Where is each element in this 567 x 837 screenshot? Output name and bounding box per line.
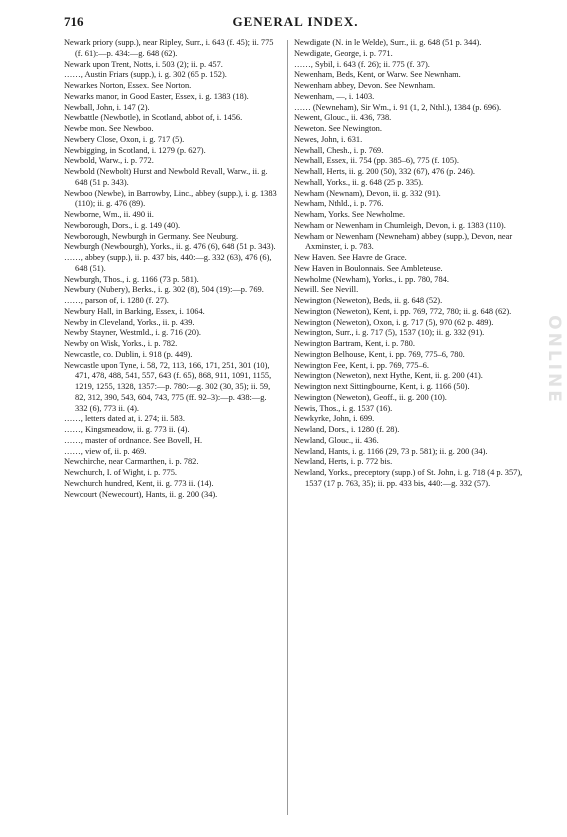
index-entry: Newarkes Norton, Essex. See Norton. (64, 81, 192, 90)
index-entry: Newhall, Herts, ii. g. 200 (50), 332 (67), 476 (p. 246). (294, 167, 475, 176)
index-entry: Newbold, Warw., i. p. 772. (64, 156, 154, 166)
index-entry: Newdigate (N. in le Welde), Surr., ii. g. 648 (51 p. 344). (294, 38, 482, 47)
index-entry: Newland, Dors., i. 1280 (f. 28). (294, 425, 400, 434)
index-entry: Newholme (Newham), Yorks., i. pp. 780, 784. (294, 274, 449, 284)
index-entry: Newhall, Essex, ii. 754 (pp. 385–6), 775 (f. 105). (294, 156, 459, 166)
index-entry: Newby on Wisk, Yorks., i. p. 782. (64, 339, 178, 348)
index-column-right (294, 38, 530, 490)
index-entry: Newbigging, in Scotland, i. 1279 (p. 627). (64, 145, 206, 155)
index-entry: Newington Bartram, Kent, i. p. 780. (294, 339, 415, 348)
index-entry: Newbery Close, Oxon, i. g. 717 (5). (64, 134, 185, 144)
index-entry: ……, master of ordnance. See Bovell, H. (64, 435, 203, 445)
index-entry: Newborne, Wm., ii. 490 ii. (64, 210, 154, 219)
index-entry: Newburgh (Newbourgh), Yorks., ii. g. 476 (6), 648 (51 p. 343). (64, 242, 276, 252)
index-entry: Newbury Hall, in Barking, Essex, i. 1064. (64, 306, 205, 316)
index-entry: Newburgh, Thos., i. g. 1166 (73 p. 581). (64, 274, 199, 284)
page-title: GENERAL INDEX. (232, 14, 359, 29)
index-entry: ……, Sybil, i. 643 (f. 26); ii. 775 (f. 37). (294, 59, 430, 69)
index-entry: Newbattle (Newbotle), in Scotland, abbot of, i. 1456. (64, 113, 243, 123)
index-entry: …… (Newneham), Sir Wm., i. 91 (1, 2, Nthl.), 1384 (p. 696). (294, 102, 502, 112)
index-entry: Newington (Neweton), Beds, ii. g. 648 (52). (294, 296, 443, 305)
index-entry: Newham or Newenham (Newneham) abbey (supp.), Devon, near Axminster, i. p. 783. (294, 231, 513, 252)
index-entry: Newham, Yorks. See Newholme. (294, 210, 405, 219)
index-entry: Newark upon Trent, Notts, i. 503 (2); ii. p. 457. (64, 59, 223, 69)
column-divider (287, 40, 288, 815)
index-entry: Newland, Herts, i. p. 772 bis. (294, 457, 393, 467)
index-entry: Newington, Surr., i. g. 717 (5), 1537 (10); ii. g. 332 (91). (294, 328, 485, 338)
index-entry: Newington (Neweton), Geoff., ii. g. 200 (10). (294, 392, 447, 402)
index-entry: Newborough, Dors., i. g. 149 (40). (64, 220, 181, 230)
index-entry: Newington (Neweton), next Hythe, Kent, ii. g. 200 (41). (294, 371, 483, 381)
index-entry: Newenham, Beds, Kent, or Warw. See Newnham. (294, 70, 461, 80)
index-entry: Newby in Cleveland, Yorks., ii. p. 439. (64, 317, 195, 327)
index-entry: Newdigate, George, i. p. 771. (294, 48, 393, 58)
index-entry: Newhall, Chesh., i. p. 769. (294, 145, 384, 155)
index-entry: Newbe mon. See Newboo. (64, 124, 154, 133)
index-entry: Neweton. See Newington. (294, 124, 382, 133)
index-column-left (64, 38, 279, 500)
index-entry: Newington Belhouse, Kent, i. pp. 769, 775–6, 780. (294, 349, 465, 359)
index-entry: ……, parson of, i. 1280 (f. 27). (64, 296, 169, 305)
index-entry: Newham or Newenham in Chumleigh, Devon, i. g. 1383 (110). (294, 220, 506, 230)
index-entry: Newcastle, co. Dublin, i. 918 (p. 449). (64, 349, 193, 359)
index-entry: Newill. See Nevill. (294, 285, 359, 295)
index-entry: Newington next Sittingbourne, Kent, i. g. 1166 (50). (294, 382, 470, 391)
index-entry: Newham (Newnam), Devon, ii. g. 332 (91). (294, 188, 441, 198)
index-entry: ……, Kingsmeadow, ii. g. 773 ii. (4). (64, 425, 190, 434)
index-entry: Newenham abbey, Devon. See Newnham. (294, 81, 436, 90)
index-entry: Newent, Glouc., ii. 436, 738. (294, 113, 392, 123)
index-entry: Newborough, Newburgh in Germany. See Neuburg. (64, 231, 239, 241)
index-entry: Newball, John, i. 147 (2). (64, 102, 150, 112)
running-header (64, 14, 527, 30)
index-entry: ……, abbey (supp.), ii. p. 437 bis, 440:—g. 332 (63), 476 (6), 648 (51). (64, 253, 272, 273)
index-entry: Newland, Glouc., ii. 436. (294, 435, 379, 445)
index-entry: Newboo (Newbe), in Barrowby, Linc., abbey (supp.), i. g. 1383 (110); ii. g. 476 (89). (64, 188, 277, 209)
watermark-text: ONLINE (544, 315, 564, 405)
watermark (541, 80, 567, 640)
index-entry: Newby Stayner, Westmld., i. g. 716 (20). (64, 328, 202, 338)
index-entry: Newham, Nthld., i. p. 776. (294, 199, 384, 209)
index-entry: Newenham, —, i. 1403. (294, 91, 375, 101)
index-entry: Newland, Yorks., preceptory (supp.) of St. John, i. g. 718 (4 p. 357), 1537 (17 p. 763, 35); ii. pp. 433 bis, 440:—g. 332 (57). (294, 468, 523, 488)
index-entry: Newington Fee, Kent, i. pp. 769, 775–6. (294, 360, 429, 370)
index-entry: Newchurch hundred, Kent, ii. g. 773 ii. (14). (64, 478, 214, 488)
index-entry: Newchirche, near Carmarthen, i. p. 782. (64, 457, 199, 467)
index-entry: New Haven in Boulonnais. See Ambleteuse. (294, 263, 443, 273)
index-entry: New Haven. See Havre de Grace. (294, 253, 407, 262)
index-entry: Newcastle upon Tyne, i. 58, 72, 113, 166, 171, 251, 301 (10), 471, 478, 488, 541, 557, 643 (f. 65), 868, 911, 1091, 1155, 1219, 1255, 1328, 1357:—p. 780:—g. 302 (30, 35); ii. 59, 82, 312, 390, 543, 604, 743, 775 (ff. 92–3):—p. 438:—g. 332 (6), 773 ii. (4). (64, 360, 272, 413)
index-entry: Newes, John, i. 631. (294, 134, 363, 144)
index-entry: Newchurch, I. of Wight, i. p. 775. (64, 468, 178, 477)
index-entry: Newkyrke, John, i. 699. (294, 414, 375, 424)
index-entry: Newark priory (supp.), near Ripley, Surr., i. 643 (f. 45); ii. 775 (f. 61):—p. 434:—g. 648 (62). (64, 38, 274, 58)
index-entry: Newbold (Newbolt) Hurst and Newbold Revall, Warw., ii. g. 648 (51 p. 343). (64, 167, 268, 187)
index-entry: ……, letters dated at, i. 274; ii. 583. (64, 414, 185, 424)
index-entry: Newbury (Nubery), Berks., i. g. 302 (8), 504 (19):—p. 769. (64, 285, 264, 295)
index-entry: ……, Austin Friars (supp.), i. g. 302 (65 p. 152). (64, 70, 227, 80)
index-entry: Newington (Neweton), Oxon, i. g. 717 (5), 970 (62 p. 489). (294, 317, 494, 327)
index-entry: Newhall, Yorks., ii. g. 648 (25 p. 335). (294, 177, 424, 187)
index-entry: Newington (Neweton), Kent, i. pp. 769, 772, 780; ii. g. 648 (62). (294, 306, 512, 316)
index-entry: ……, view of, ii. p. 469. (64, 446, 147, 456)
index-entry: Newarks manor, in Good Easter, Essex, i. g. 1383 (18). (64, 91, 249, 101)
index-entry: Newcourt (Newecourt), Hants, ii. g. 200 (34). (64, 489, 218, 499)
page-number: 716 (64, 14, 84, 29)
index-entry: Newis, Thos., i. g. 1537 (16). (294, 403, 393, 413)
index-entry: Newland, Hants, i. g. 1166 (29, 73 p. 581); ii. g. 200 (34). (294, 446, 488, 456)
